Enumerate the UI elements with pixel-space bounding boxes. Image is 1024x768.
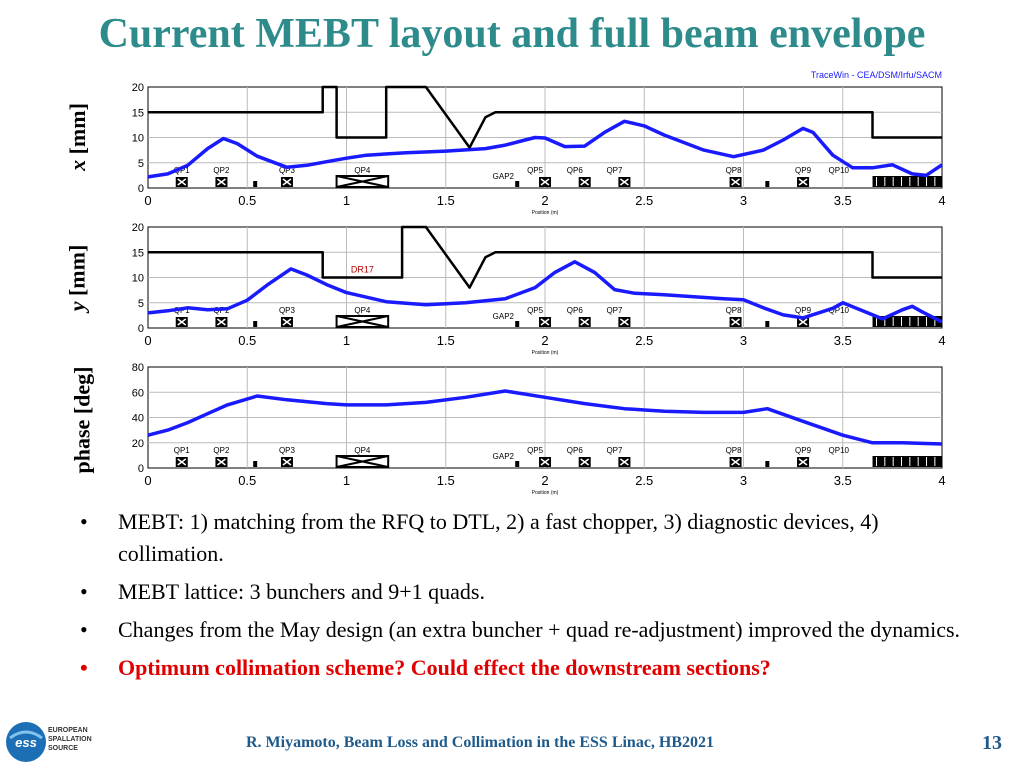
y-tick-label: 40 [131, 412, 144, 425]
element-label: QP9 [795, 166, 812, 175]
element-label: QP6 [566, 446, 583, 455]
quad-magnet-icon [579, 457, 591, 467]
slide-footer: R. Miyamoto, Beam Loss and Collimation in the ESS Linac, HB2021 [246, 734, 715, 751]
element-label: QP1 [173, 306, 190, 315]
tracewin-credit: TraceWin - CEA/DSM/Irfu/SACM [810, 70, 942, 80]
x-tick-label: 2 [541, 193, 549, 208]
page-number: 13 [982, 732, 1002, 754]
element-label: QP9 [795, 446, 812, 455]
quad-magnet-icon [730, 177, 742, 187]
ess-logo-symbol: ess [15, 735, 37, 750]
x-tick-label: 4 [938, 333, 946, 348]
aperture-annotation: DR17 [350, 264, 374, 275]
element-label: QP1 [173, 446, 190, 455]
x-tick-label: 1.5 [436, 333, 455, 348]
quad-magnet-icon [176, 457, 188, 467]
element-label: QP4 [354, 166, 371, 175]
ess-logo-text: EUROPEAN SPALLATION SOURCE [48, 727, 92, 752]
y-tick-label: 10 [131, 272, 144, 285]
element-label: QP4 [354, 446, 371, 455]
phase-axis-label-panel: phase [deg] [69, 366, 95, 474]
y-tick-label: 15 [131, 247, 144, 260]
y-tick-label: 60 [131, 387, 144, 400]
quad-magnet-icon [797, 177, 809, 187]
element-label: QP8 [725, 446, 742, 455]
buncher-icon [515, 321, 519, 327]
x-tick-label: 4 [938, 473, 946, 488]
x-axis-title: Position (m) [531, 350, 559, 356]
quad-magnet-icon [215, 177, 227, 187]
x-tick-label: 4 [938, 193, 946, 208]
quad-magnet-icon [539, 317, 551, 327]
y-tick-label: 20 [131, 82, 144, 94]
element-label: QP8 [725, 306, 742, 315]
y-tick-label: 10 [131, 132, 144, 145]
x-tick-label: 0 [144, 193, 152, 208]
x-tick-label: 0.5 [238, 473, 257, 488]
x-tick-label: 1.5 [436, 473, 455, 488]
x-tick-label: 2.5 [635, 193, 654, 208]
element-label: QP2 [213, 446, 230, 455]
element-label: QP3 [278, 166, 295, 175]
element-label: QP7 [606, 166, 623, 175]
y-axis-label-panel: y [mm] [64, 244, 90, 312]
element-label: GAP2 [492, 312, 514, 321]
bullet-list [80, 506, 980, 690]
x-tick-label: 3 [739, 473, 748, 488]
element-label: QP2 [213, 166, 230, 175]
x-tick-label: 3.5 [833, 193, 852, 208]
collimator-block-icon [873, 456, 942, 467]
element-label: QP9 [795, 306, 812, 315]
bullet-item-highlight: • Optimum collimation scheme? Could effect the downstream sections? [80, 652, 980, 684]
x-tick-label: 3 [739, 193, 748, 208]
quad-magnet-icon [618, 177, 630, 187]
x-tick-label: 2.5 [635, 333, 654, 348]
x-tick-label: 3.5 [833, 473, 852, 488]
buncher-icon [765, 321, 769, 327]
buncher-icon [515, 461, 519, 467]
slide-title: Current MEBT layout and full beam envelope [98, 11, 926, 57]
element-label: QP7 [606, 306, 623, 315]
quad-magnet-icon [215, 317, 227, 327]
quad-magnet-icon [539, 457, 551, 467]
element-label: QP5 [527, 446, 544, 455]
x-tick-label: 0.5 [238, 193, 257, 208]
quad-magnet-icon [281, 457, 293, 467]
y-tick-label: 15 [131, 107, 144, 120]
y-tick-label: 0 [137, 323, 144, 335]
y-tick-label: 0 [137, 463, 144, 475]
quad-magnet-icon [618, 457, 630, 467]
x-tick-label: 2 [541, 473, 549, 488]
buncher-icon [765, 181, 769, 187]
element-label: QP4 [354, 306, 371, 315]
quad-magnet-icon [281, 317, 293, 327]
element-label: QP3 [278, 446, 295, 455]
element-label: QP8 [725, 166, 742, 175]
x-tick-label: 2.5 [635, 473, 654, 488]
y-tick-label: 80 [131, 362, 144, 374]
x-tick-label: 3.5 [833, 333, 852, 348]
element-label: QP10 [828, 166, 850, 175]
x-tick-label: 1 [342, 193, 351, 208]
element-label: QP2 [213, 306, 230, 315]
element-label: QP3 [278, 306, 295, 315]
element-label: QP10 [828, 446, 850, 455]
y-tick-label: 5 [137, 297, 144, 310]
x-tick-label: 2 [541, 333, 549, 348]
quad-magnet-icon [281, 177, 293, 187]
element-label: QP7 [606, 446, 623, 455]
x-axis-label-panel: x [mm] [64, 103, 90, 171]
quad-magnet-icon [579, 177, 591, 187]
quad-magnet-icon [215, 457, 227, 467]
element-label: QP5 [527, 166, 544, 175]
x-axis-title: Position (m) [531, 490, 559, 496]
y-tick-label: 20 [131, 437, 144, 450]
x-tick-label: 0 [144, 473, 152, 488]
x-tick-label: 1.5 [436, 193, 455, 208]
bullet-item: • Changes from the May design (an extra buncher + quad re-adjustment) improved the dynamics. [80, 614, 980, 646]
x-tick-label: 0.5 [238, 333, 257, 348]
element-label: QP6 [566, 306, 583, 315]
quad-magnet-icon [618, 317, 630, 327]
x-tick-label: 1 [342, 473, 351, 488]
bullet-item: • MEBT lattice: 3 bunchers and 9+1 quads. [80, 576, 980, 608]
quad-magnet-icon [797, 457, 809, 467]
bullet-item: • MEBT: 1) matching from the RFQ to DTL, 2) a fast chopper, 3) diagnostic devices, 4) collimation. [80, 506, 980, 570]
buncher-icon [253, 461, 257, 467]
quad-magnet-icon [539, 177, 551, 187]
quad-magnet-icon [579, 317, 591, 327]
x-axis-title: Position (m) [531, 210, 559, 216]
quad-magnet-icon [176, 317, 188, 327]
element-label: GAP2 [492, 172, 514, 181]
buncher-icon [253, 181, 257, 187]
collimator-block-icon [873, 176, 942, 187]
buncher-icon [765, 461, 769, 467]
quad-magnet-icon [730, 317, 742, 327]
element-label: QP1 [173, 166, 190, 175]
buncher-icon [515, 181, 519, 187]
element-label: QP10 [828, 306, 850, 315]
element-label: GAP2 [492, 452, 514, 461]
y-tick-label: 0 [137, 183, 144, 195]
y-tick-label: 20 [131, 222, 144, 234]
quad-magnet-icon [730, 457, 742, 467]
x-tick-label: 3 [739, 333, 748, 348]
y-tick-label: 5 [137, 157, 144, 170]
x-tick-label: 1 [342, 333, 351, 348]
buncher-icon [253, 321, 257, 327]
x-tick-label: 0 [144, 333, 152, 348]
quad-magnet-icon [176, 177, 188, 187]
element-label: QP6 [566, 166, 583, 175]
element-label: QP5 [527, 306, 544, 315]
